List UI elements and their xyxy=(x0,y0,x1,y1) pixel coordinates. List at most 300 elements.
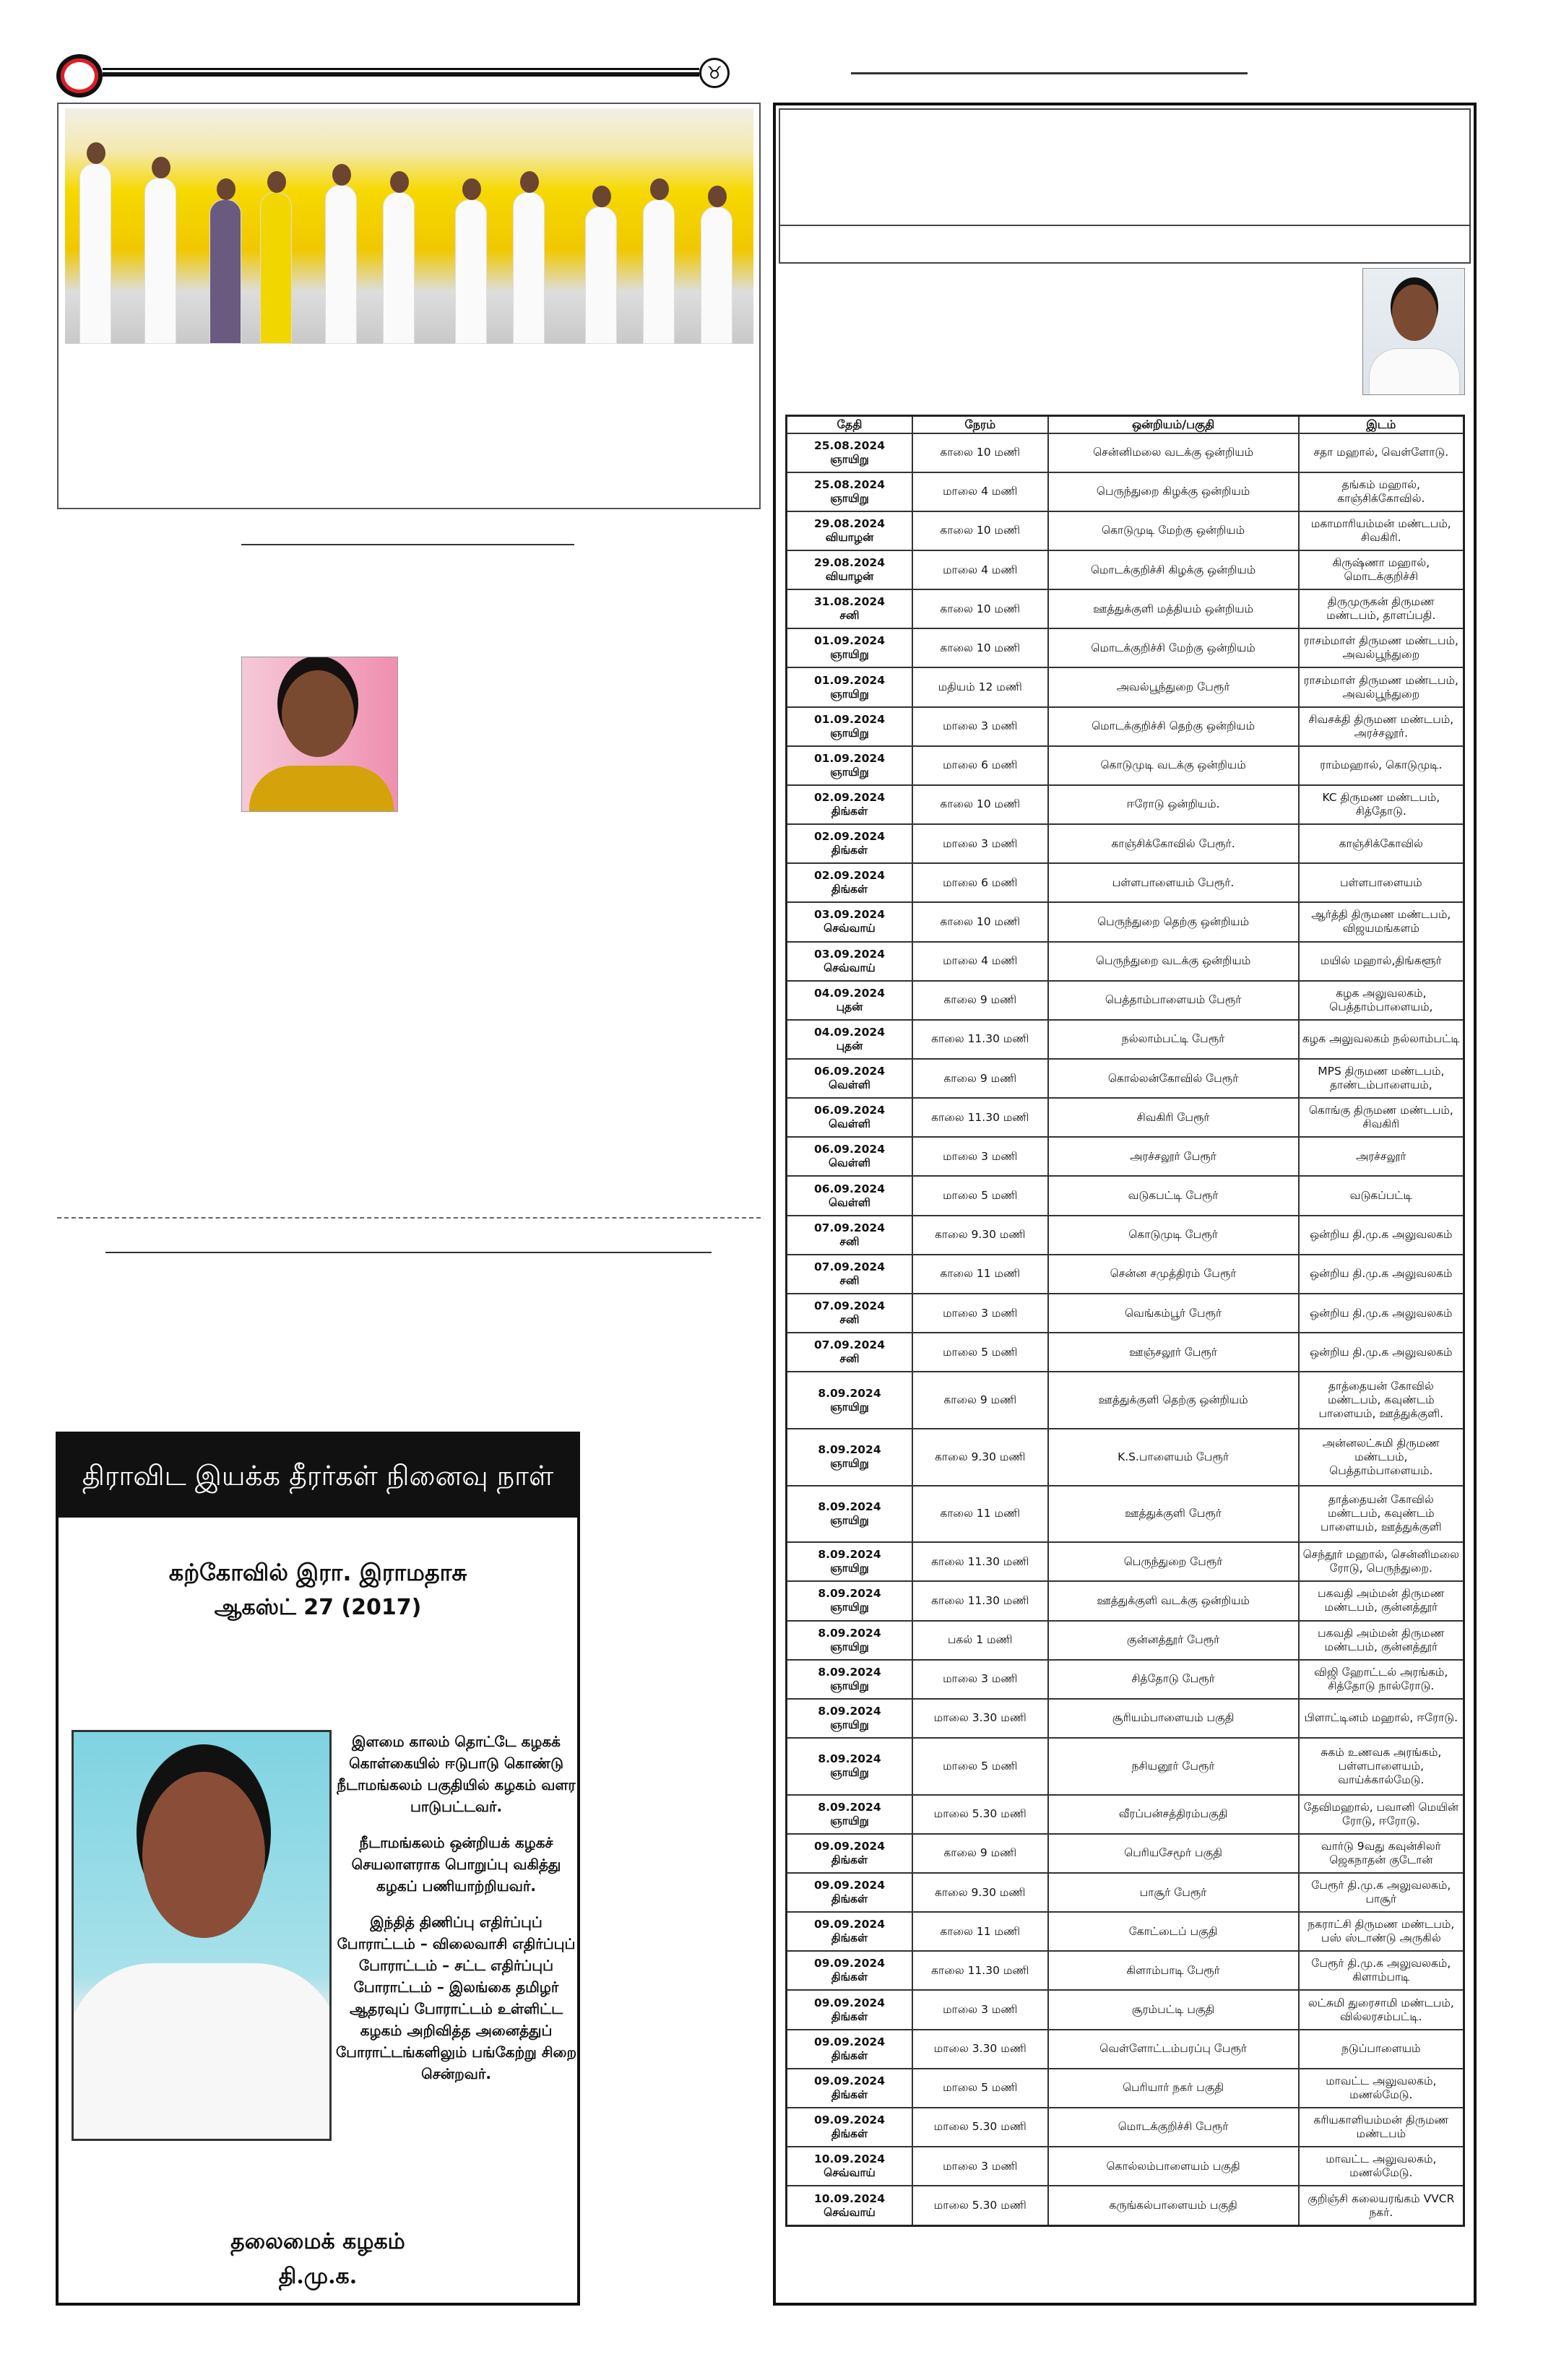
time-cell: காலை 11.30 மணி xyxy=(912,1542,1048,1581)
venue-cell: மாவட்ட அலுவலகம், மணல்மேடு. xyxy=(1299,2069,1464,2108)
date-cell xyxy=(787,433,912,472)
table-row xyxy=(787,981,1464,1020)
venue-cell: நகராட்சி திருமண மண்டபம், பஸ் ஸ்டாண்டு அருகில் xyxy=(1299,1912,1464,1951)
weekday-text: ஞாயிறு xyxy=(830,452,869,466)
venue-cell: பேரூர் தி.மு.க அலுவலகம், பாசூர் xyxy=(1299,1873,1464,1912)
date-cell xyxy=(787,981,912,1020)
date-text: 09.09.2024 xyxy=(813,1996,885,2009)
date-text: 8.09.2024 xyxy=(818,1665,881,1679)
area-cell: மொடக்குறிச்சி கிழக்கு ஒன்றியம் xyxy=(1048,550,1299,589)
venue-cell: கழக அலுவலகம் நல்லாம்பட்டி xyxy=(1299,1020,1464,1059)
area-cell: ஊஞ்சலூர் பேரூர் xyxy=(1048,1333,1299,1372)
time-cell: மாலை 4 மணி xyxy=(912,942,1048,981)
date-text: 02.09.2024 xyxy=(813,869,885,883)
date-cell xyxy=(787,1912,912,1951)
time-cell: மாலை 3 மணி xyxy=(912,1990,1048,2029)
area-cell: நசியனூர் பேரூர் xyxy=(1048,1738,1299,1795)
time-cell: மாலை 3.30 மணி xyxy=(912,1699,1048,1738)
venue-cell: கரியகாளியம்மன் திருமண மண்டபம் xyxy=(1299,2108,1464,2147)
table-row xyxy=(787,1699,1464,1738)
date-cell xyxy=(787,785,912,824)
right-header-rule xyxy=(851,72,1248,74)
date-cell xyxy=(787,1429,912,1486)
venue-cell: பகவதி அம்மன் திருமண மண்டபம், குன்னத்தூர் xyxy=(1299,1621,1464,1660)
woman-portrait-photo xyxy=(241,657,398,812)
venue-cell: சிவசக்தி திருமண மண்டபம், அரச்சலூர். xyxy=(1299,707,1464,746)
bull-emblem-icon: ♉ xyxy=(699,58,730,88)
date-cell xyxy=(787,1486,912,1543)
date-cell xyxy=(787,1738,912,1795)
area-cell: பெருந்துறை கிழக்கு ஒன்றியம் xyxy=(1048,472,1299,511)
venue-cell: மயில் மஹால்,திங்களூர் xyxy=(1299,942,1464,981)
table-row xyxy=(787,550,1464,589)
weekday-text: ஞாயிறு xyxy=(830,1562,869,1575)
venue-cell: தாத்தையன் கோவில் மண்டபம், கவுண்டம் பாளையம், ஊத்துக்குளி. xyxy=(1299,1372,1464,1429)
venue-cell: சதா மஹால், வெள்ளோடு. xyxy=(1299,433,1464,472)
table-row xyxy=(787,2108,1464,2147)
table-row xyxy=(787,1098,1464,1137)
bio-paragraph: நீடாமங்கலம் ஒன்றியக் கழகச் செயலாளராக பொறுப்பு வகித்து கழகப் பணியாற்றியவர். xyxy=(351,1834,561,1895)
table-row xyxy=(787,1542,1464,1581)
area-cell: சூரம்பட்டி பகுதி xyxy=(1048,1990,1299,2029)
area-cell: பெருந்துறை பேரூர் xyxy=(1048,1542,1299,1581)
table-row xyxy=(787,1137,1464,1176)
date-text: 25.08.2024 xyxy=(813,477,885,491)
date-text: 8.09.2024 xyxy=(818,1800,881,1814)
date-text: 8.09.2024 xyxy=(818,1386,881,1400)
table-row xyxy=(787,1873,1464,1912)
area-cell: ஈரோடு ஒன்றியம். xyxy=(1048,785,1299,824)
date-text: 01.09.2024 xyxy=(813,712,885,726)
area-cell: கொடுமுடி வடக்கு ஒன்றியம் xyxy=(1048,746,1299,785)
time-cell: காலை 9 மணி xyxy=(912,1834,1048,1873)
area-cell: நல்லாம்பட்டி பேரூர் xyxy=(1048,1020,1299,1059)
date-cell xyxy=(787,1621,912,1660)
table-row xyxy=(787,785,1464,824)
date-cell xyxy=(787,1176,912,1215)
time-cell: மாலை 3 மணி xyxy=(912,2147,1048,2186)
venue-cell: தங்கம் மஹால், காஞ்சிக்கோவில். xyxy=(1299,472,1464,511)
weekday-text: சனி xyxy=(839,1234,860,1248)
venue-cell: ஒன்றிய தி.மு.க அலுவலகம் xyxy=(1299,1294,1464,1333)
area-cell: கொடுமுடி பேரூர் xyxy=(1048,1216,1299,1255)
time-cell: மாலை 5 மணி xyxy=(912,1738,1048,1795)
red-ring-logo-icon xyxy=(56,54,103,98)
date-text: 10.09.2024 xyxy=(813,2152,885,2166)
date-cell xyxy=(787,902,912,941)
table-row xyxy=(787,472,1464,511)
weekday-text: திங்கள் xyxy=(831,804,868,818)
date-text: 04.09.2024 xyxy=(813,986,885,1000)
time-cell: மாலை 5 மணி xyxy=(912,1333,1048,1372)
area-cell: சிவகிரி பேரூர் xyxy=(1048,1098,1299,1137)
area-cell: சென்ன சமுத்திரம் பேரூர் xyxy=(1048,1255,1299,1294)
date-text: 29.08.2024 xyxy=(813,516,885,530)
col-header-venue: இடம் xyxy=(1299,416,1464,433)
weekday-text: ஞாயிறு xyxy=(830,1457,869,1471)
weekday-text: ஞாயிறு xyxy=(830,1766,869,1780)
date-cell xyxy=(787,1372,912,1429)
weekday-text: திங்கள் xyxy=(831,1931,868,1945)
date-cell xyxy=(787,1333,912,1372)
weekday-text: திங்கள் xyxy=(831,2048,868,2062)
date-cell xyxy=(787,1581,912,1620)
date-text: 09.09.2024 xyxy=(813,2035,885,2048)
area-cell: வெள்ளோட்டம்பரப்பு பேரூர் xyxy=(1048,2030,1299,2069)
weekday-text: புதன் xyxy=(836,1000,863,1013)
area-cell: பாசூர் பேரூர் xyxy=(1048,1873,1299,1912)
dashed-divider xyxy=(57,1217,761,1219)
weekday-text: திங்கள் xyxy=(831,1970,868,1984)
table-header-row xyxy=(787,416,1464,433)
venue-cell: விஜி ஹோட்டல் அரங்கம், சித்தோடு நால்ரோடு. xyxy=(1299,1660,1464,1699)
time-cell: மாலை 3 மணி xyxy=(912,824,1048,863)
date-text: 09.09.2024 xyxy=(813,2113,885,2126)
time-cell: மாலை 3 மணி xyxy=(912,1294,1048,1333)
table-row xyxy=(787,942,1464,981)
weekday-text: ஞாயிறு xyxy=(830,1601,869,1614)
weekday-text: திங்கள் xyxy=(831,1853,868,1866)
venue-cell: சுகம் உணவக அரங்கம், பள்ளபாளையம், வாய்க்கால்மேடு. xyxy=(1299,1738,1464,1795)
table-row xyxy=(787,589,1464,628)
date-cell xyxy=(787,2108,912,2147)
table-row xyxy=(787,746,1464,785)
meeting-schedule-table xyxy=(785,415,1465,2227)
table-row xyxy=(787,1738,1464,1795)
venue-cell: கிருஷ்ணா மஹால், மொடக்குறிச்சி xyxy=(1299,550,1464,589)
area-cell: கொடுமுடி மேற்கு ஒன்றியம் xyxy=(1048,511,1299,550)
weekday-text: வெள்ளி xyxy=(828,1195,870,1209)
weekday-text: வியாழன் xyxy=(825,530,874,544)
bio-paragraph: இந்தித் திணிப்பு எதிர்ப்புப் போராட்டம் – விலைவாசி எதிர்ப்புப் போராட்டம் – சட்ட எதிர்ப்புப் போராட்டம் – இலங்கை தமிழர் ஆதரவுப் போராட்டம் உள்ளிட்ட கழகம் அறிவித்த அனைத்துப் போராட்டங்களிலும் பங்கேற்று சிறை சென்றவர். xyxy=(335,1913,577,2082)
schedule-subtitle-box xyxy=(779,226,1471,264)
date-text: 01.09.2024 xyxy=(813,751,885,765)
time-cell: மாலை 5.30 மணி xyxy=(912,1795,1048,1834)
time-cell: காலை 11.30 மணி xyxy=(912,1581,1048,1620)
bio-paragraph: இளமை காலம் தொட்டே கழகக் கொள்கையில் ஈடுபாடு கொண்டு நீடாமங்கலம் பகுதியில் கழகம் வளர பாடுபட்டவர். xyxy=(337,1733,576,1815)
table-row xyxy=(787,1795,1464,1834)
weekday-text: ஞாயிறு xyxy=(830,491,869,505)
table-row xyxy=(787,628,1464,667)
time-cell: காலை 11.30 மணி xyxy=(912,1020,1048,1059)
date-text: 07.09.2024 xyxy=(813,1221,885,1234)
weekday-text: செவ்வாய் xyxy=(824,922,876,935)
date-text: 01.09.2024 xyxy=(813,673,885,687)
memorial-portrait-photo xyxy=(72,1730,332,2141)
area-cell: வடுகபட்டி பேரூர் xyxy=(1048,1176,1299,1215)
area-cell: வீரப்பன்சத்திரம்பகுதி xyxy=(1048,1795,1299,1834)
weekday-text: ஞாயிறு xyxy=(830,1640,869,1653)
time-cell: காலை 9.30 மணி xyxy=(912,1429,1048,1486)
table-row xyxy=(787,1294,1464,1333)
memorial-notice xyxy=(56,1432,580,2306)
time-cell: காலை 11.30 மணி xyxy=(912,1098,1048,1137)
table-row xyxy=(787,1621,1464,1660)
date-text: 03.09.2024 xyxy=(813,908,885,922)
date-cell xyxy=(787,863,912,902)
weekday-text: ஞாயிறு xyxy=(830,1718,869,1731)
memorial-name: கற்கோவில் இரா. இராமதாசு xyxy=(168,1559,467,1586)
area-cell: மொடக்குறிச்சி பேரூர் xyxy=(1048,2108,1299,2147)
area-cell: சூரியம்பாளையம் பகுதி xyxy=(1048,1699,1299,1738)
area-cell: பள்ளபாளையம் பேரூர். xyxy=(1048,863,1299,902)
table-row xyxy=(787,2147,1464,2186)
weekday-text: செவ்வாய் xyxy=(824,2205,876,2219)
date-text: 8.09.2024 xyxy=(818,1548,881,1562)
table-row xyxy=(787,1581,1464,1620)
date-text: 09.09.2024 xyxy=(813,1879,885,1892)
area-cell: K.S.பாளையம் பேரூர் xyxy=(1048,1429,1299,1486)
time-cell: காலை 11 மணி xyxy=(912,1255,1048,1294)
time-cell: மாலை 3 மணி xyxy=(912,707,1048,746)
table-row xyxy=(787,824,1464,863)
date-text: 06.09.2024 xyxy=(813,1104,885,1117)
date-text: 09.09.2024 xyxy=(813,1839,885,1853)
table-row xyxy=(787,1176,1464,1215)
time-cell: காலை 11.30 மணி xyxy=(912,1951,1048,1990)
area-cell: ஊத்துக்குளி தெற்கு ஒன்றியம் xyxy=(1048,1372,1299,1429)
weekday-text: ஞாயிறு xyxy=(830,726,869,740)
venue-cell: ஒன்றிய தி.மு.க அலுவலகம் xyxy=(1299,1333,1464,1372)
group-event-photo xyxy=(65,108,753,344)
venue-cell: அரச்சலூர் xyxy=(1299,1137,1464,1176)
weekday-text: புதன் xyxy=(836,1039,863,1052)
venue-cell: ஆர்த்தி திருமண மண்டபம், விஜயமங்களம் xyxy=(1299,902,1464,941)
venue-cell: திருமுருகன் திருமண மண்டபம், தாளப்பதி. xyxy=(1299,589,1464,628)
date-cell xyxy=(787,2147,912,2186)
weekday-text: சனி xyxy=(839,609,860,623)
venue-cell: லட்சுமி துரைசாமி மண்டபம், வில்லரசம்பட்டி. xyxy=(1299,1990,1464,2029)
venue-cell: MPS திருமண மண்டபம், தாண்டம்பாளையம், xyxy=(1299,1059,1464,1098)
area-cell: ஊத்துக்குளி மத்தியம் ஒன்றியம் xyxy=(1048,589,1299,628)
venue-cell: பகவதி அம்மன் திருமண மண்டபம், குன்னத்தூர் xyxy=(1299,1581,1464,1620)
date-cell xyxy=(787,942,912,981)
table-row xyxy=(787,2030,1464,2069)
date-cell xyxy=(787,1216,912,1255)
date-cell xyxy=(787,1795,912,1834)
schedule-title-box xyxy=(779,108,1471,226)
date-cell xyxy=(787,1255,912,1294)
table-row xyxy=(787,1059,1464,1098)
venue-cell: KC திருமண மண்டபம், சித்தோடு. xyxy=(1299,785,1464,824)
weekday-text: ஞாயிறு xyxy=(830,765,869,779)
memorial-date: ஆகஸ்ட் 27 (2017) xyxy=(214,1595,422,1620)
area-cell: மொடக்குறிச்சி தெற்கு ஒன்றியம் xyxy=(1048,707,1299,746)
date-text: 25.08.2024 xyxy=(813,438,885,452)
time-cell: காலை 10 மணி xyxy=(912,589,1048,628)
venue-cell: பிளாட்டினம் மஹால், ஈரோடு. xyxy=(1299,1699,1464,1738)
table-row xyxy=(787,1660,1464,1699)
date-cell xyxy=(787,1059,912,1098)
area-cell: கருங்கல்பாளையம் பகுதி xyxy=(1048,2186,1299,2225)
area-cell: கொல்லம்பாளையம் பகுதி xyxy=(1048,2147,1299,2186)
venue-cell: பேரூர் தி.மு.க அலுவலகம், கிளாம்பாடி xyxy=(1299,1951,1464,1990)
area-cell: சென்னிமலை வடக்கு ஒன்றியம் xyxy=(1048,433,1299,472)
venue-cell: கொங்கு திருமண மண்டபம், சிவகிரி xyxy=(1299,1098,1464,1137)
venue-cell: நடுப்பாளையம் xyxy=(1299,2030,1464,2069)
time-cell: மாலை 5.30 மணி xyxy=(912,2108,1048,2147)
date-text: 01.09.2024 xyxy=(813,634,885,648)
section-rule xyxy=(241,544,574,545)
date-cell xyxy=(787,824,912,863)
time-cell: மாலை 4 மணி xyxy=(912,472,1048,511)
time-cell: காலை 10 மணி xyxy=(912,511,1048,550)
venue-cell: பள்ளபாளையம் xyxy=(1299,863,1464,902)
time-cell: காலை 10 மணி xyxy=(912,433,1048,472)
section-rule xyxy=(105,1252,712,1253)
time-cell: காலை 11 மணி xyxy=(912,1912,1048,1951)
area-cell: வெங்கம்பூர் பேரூர் xyxy=(1048,1294,1299,1333)
date-cell xyxy=(787,1990,912,2029)
date-text: 8.09.2024 xyxy=(818,1752,881,1766)
venue-cell: கழக அலுவலகம், பெத்தாம்பாளையம், xyxy=(1299,981,1464,1020)
col-header-time: நேரம் xyxy=(912,416,1048,433)
venue-cell: தாத்தையன் கோவில் மண்டபம், கவுண்டம் பாளையம், ஊத்துக்குளி xyxy=(1299,1486,1464,1543)
time-cell: மாலை 3 மணி xyxy=(912,1137,1048,1176)
date-text: 06.09.2024 xyxy=(813,1143,885,1156)
leader-portrait-photo xyxy=(1362,268,1465,395)
area-cell: மொடக்குறிச்சி மேற்கு ஒன்றியம் xyxy=(1048,628,1299,667)
weekday-text: திங்கள் xyxy=(831,1892,868,1906)
time-cell: மாலை 6 மணி xyxy=(912,746,1048,785)
table-row xyxy=(787,511,1464,550)
weekday-text: செவ்வாய் xyxy=(824,961,876,974)
venue-cell: தேவிமஹால், பவானி மெயின் ரோடு, ஈரோடு. xyxy=(1299,1795,1464,1834)
time-cell: மதியம் 12 மணி xyxy=(912,667,1048,706)
venue-cell: மாவட்ட அலுவலகம், மணல்மேடு. xyxy=(1299,2147,1464,2186)
date-cell xyxy=(787,1660,912,1699)
date-text: 8.09.2024 xyxy=(818,1443,881,1457)
area-cell: சித்தோடு பேரூர் xyxy=(1048,1660,1299,1699)
table-row xyxy=(787,1255,1464,1294)
weekday-text: சனி xyxy=(839,1313,860,1327)
venue-cell: அன்னலட்சுமி திருமண மண்டபம், பெத்தாம்பாளையம். xyxy=(1299,1429,1464,1486)
weekday-text: வெள்ளி xyxy=(828,1078,870,1092)
time-cell: பகல் 1 மணி xyxy=(912,1621,1048,1660)
time-cell: மாலை 5.30 மணி xyxy=(912,2186,1048,2225)
weekday-text: திங்கள் xyxy=(831,883,868,896)
date-text: 06.09.2024 xyxy=(813,1182,885,1195)
time-cell: காலை 9 மணி xyxy=(912,981,1048,1020)
weekday-text: ஞாயிறு xyxy=(830,1400,869,1414)
weekday-text: வெள்ளி xyxy=(828,1156,870,1170)
weekday-text: சனி xyxy=(839,1352,860,1366)
venue-cell: வார்டு 9வது கவுன்சிலர் ஜெகநாதன் குடோன் xyxy=(1299,1834,1464,1873)
date-text: 8.09.2024 xyxy=(818,1587,881,1601)
venue-cell: குறிஞ்சி கலையரங்கம் VVCR நகர். xyxy=(1299,2186,1464,2225)
time-cell: மாலை 3.30 மணி xyxy=(912,2030,1048,2069)
date-cell xyxy=(787,1098,912,1137)
time-cell: மாலை 6 மணி xyxy=(912,863,1048,902)
weekday-text: வெள்ளி xyxy=(828,1117,870,1131)
col-header-date: தேதி xyxy=(787,416,912,433)
weekday-text: திங்கள் xyxy=(831,2087,868,2101)
table-row xyxy=(787,1372,1464,1429)
area-cell: கோட்டைப் பகுதி xyxy=(1048,1912,1299,1951)
date-text: 29.08.2024 xyxy=(813,556,885,570)
date-cell xyxy=(787,1542,912,1581)
weekday-text: சனி xyxy=(839,1273,860,1287)
table-row xyxy=(787,667,1464,706)
date-text: 02.09.2024 xyxy=(813,830,885,844)
date-cell xyxy=(787,1873,912,1912)
date-cell xyxy=(787,746,912,785)
venue-cell: ராம்மஹால், கொடுமுடி. xyxy=(1299,746,1464,785)
venue-cell: செந்தூர் மஹால், சென்னிமலை ரோடு, பெருந்துறை. xyxy=(1299,1542,1464,1581)
venue-cell: ராசம்மாள் திருமண மண்டபம், அவல்பூந்துறை xyxy=(1299,628,1464,667)
table-row xyxy=(787,1216,1464,1255)
time-cell: காலை 11 மணி xyxy=(912,1486,1048,1543)
area-cell: ஊத்துக்குளி பேரூர் xyxy=(1048,1486,1299,1543)
date-cell xyxy=(787,1951,912,1990)
memorial-bio xyxy=(335,1731,577,2099)
date-text: 8.09.2024 xyxy=(818,1626,881,1640)
time-cell: மாலை 5 மணி xyxy=(912,1176,1048,1215)
venue-cell: ராசம்மாள் திருமண மண்டபம், அவல்பூந்துறை xyxy=(1299,667,1464,706)
weekday-text: ஞாயிறு xyxy=(830,687,869,701)
date-cell xyxy=(787,628,912,667)
weekday-text: வியாழன் xyxy=(825,570,874,584)
area-cell: குன்னத்தூர் பேரூர் xyxy=(1048,1621,1299,1660)
weekday-text: திங்கள் xyxy=(831,2009,868,2023)
table-row xyxy=(787,1912,1464,1951)
time-cell: மாலை 5 மணி xyxy=(912,2069,1048,2108)
date-cell xyxy=(787,589,912,628)
col-header-area: ஒன்றியம்/பகுதி xyxy=(1048,416,1299,433)
time-cell: காலை 9 மணி xyxy=(912,1059,1048,1098)
table-row xyxy=(787,707,1464,746)
weekday-text: திங்கள் xyxy=(831,844,868,857)
date-cell xyxy=(787,2186,912,2225)
table-row xyxy=(787,433,1464,472)
table-row xyxy=(787,1951,1464,1990)
date-text: 09.09.2024 xyxy=(813,1957,885,1970)
area-cell: கொல்லன்கோவில் பேரூர் xyxy=(1048,1059,1299,1098)
date-cell xyxy=(787,1137,912,1176)
memorial-footer-party: தி.மு.க. xyxy=(278,2264,358,2289)
date-cell xyxy=(787,511,912,550)
weekday-text: ஞாயிறு xyxy=(830,648,869,662)
venue-cell: ஒன்றிய தி.மு.க அலுவலகம் xyxy=(1299,1255,1464,1294)
time-cell: காலை 9 மணி xyxy=(912,1372,1048,1429)
area-cell: பெத்தாம்பாளையம் பேரூர் xyxy=(1048,981,1299,1020)
weekday-text: திங்கள் xyxy=(831,2126,868,2140)
table-row xyxy=(787,863,1464,902)
date-text: 04.09.2024 xyxy=(813,1025,885,1039)
time-cell: மாலை 3 மணி xyxy=(912,1660,1048,1699)
date-text: 07.09.2024 xyxy=(813,1260,885,1273)
date-cell xyxy=(787,1699,912,1738)
weekday-text: ஞாயிறு xyxy=(830,1679,869,1692)
date-text: 07.09.2024 xyxy=(813,1299,885,1313)
date-cell xyxy=(787,1020,912,1059)
time-cell: காலை 10 மணி xyxy=(912,902,1048,941)
area-cell: கிளாம்பாடி பேரூர் xyxy=(1048,1951,1299,1990)
weekday-text: ஞாயிறு xyxy=(830,1814,869,1827)
date-text: 31.08.2024 xyxy=(813,595,885,609)
area-cell: அவல்பூந்துறை பேரூர் xyxy=(1048,667,1299,706)
table-row xyxy=(787,1990,1464,2029)
area-cell: ஊத்துக்குளி வடக்கு ஒன்றியம் xyxy=(1048,1581,1299,1620)
memorial-banner: திராவிட இயக்க தீரர்கள் நினைவு நாள் xyxy=(59,1435,577,1518)
venue-cell: காஞ்சிக்கோவில் xyxy=(1299,824,1464,863)
time-cell: காலை 10 மணி xyxy=(912,628,1048,667)
area-cell: பெருந்துறை தெற்கு ஒன்றியம் xyxy=(1048,902,1299,941)
date-cell xyxy=(787,2069,912,2108)
table-row xyxy=(787,2186,1464,2225)
weekday-text: செவ்வாய் xyxy=(824,2166,876,2180)
table-row xyxy=(787,1020,1464,1059)
